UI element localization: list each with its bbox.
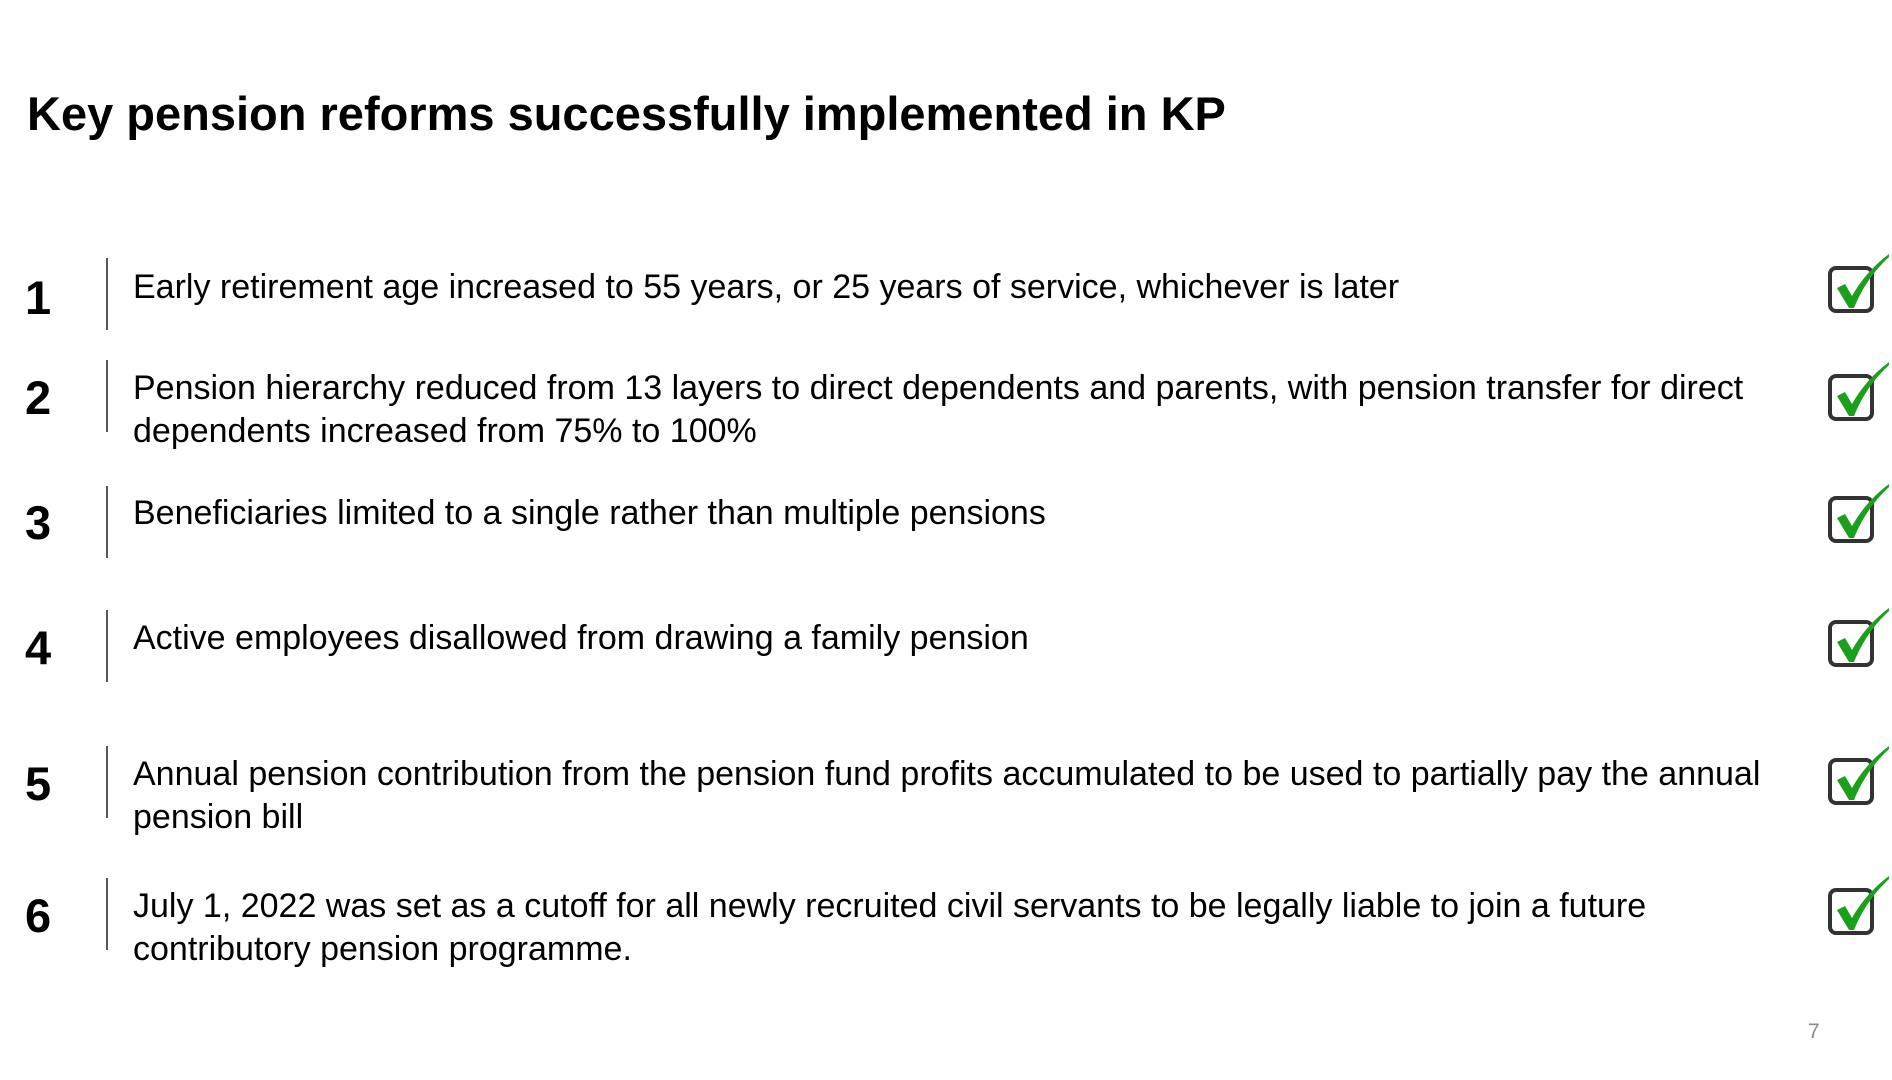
item-divider (106, 746, 108, 818)
item-text: Early retirement age increased to 55 years, or 25 years of service, whichever is later (133, 268, 1400, 306)
checkbox-checked-icon (1827, 360, 1891, 424)
item-number: 4 (25, 621, 52, 674)
item-divider (106, 878, 108, 950)
item-text: Beneficiaries limited to a single rather than multiple pensions (133, 494, 1046, 532)
page-number: 7 (1808, 1020, 1820, 1043)
checkbox-checked-icon (1827, 874, 1891, 938)
item-number: 5 (25, 757, 52, 810)
checkbox-checked-icon (1827, 482, 1891, 546)
item-number: 1 (25, 271, 52, 324)
item-number: 6 (25, 889, 52, 942)
item-text: Annual pension contribution from the pension fund profits accumulated to be used to partially pay the annual pension bill (133, 755, 1761, 836)
checkbox-checked-icon (1827, 252, 1891, 316)
checkbox-checked-icon (1827, 744, 1891, 808)
checkbox-checked-icon (1827, 606, 1891, 670)
item-text: Active employees disallowed from drawing a family pension (133, 619, 1029, 657)
item-text: July 1, 2022 was set as a cutoff for all newly recruited civil servants to be legally liable to join a future contributory pension programme. (133, 887, 1647, 968)
item-number: 2 (25, 371, 52, 424)
item-number: 3 (25, 496, 52, 549)
item-divider (106, 360, 108, 432)
item-divider (106, 258, 108, 330)
item-text: Pension hierarchy reduced from 13 layers to direct dependents and parents, with pension transfer for direct dependents increased from 75% to 100% (133, 369, 1744, 450)
item-divider (106, 486, 108, 558)
slide-title: Key pension reforms successfully implemented in KP (27, 87, 1226, 140)
item-divider (106, 610, 108, 682)
